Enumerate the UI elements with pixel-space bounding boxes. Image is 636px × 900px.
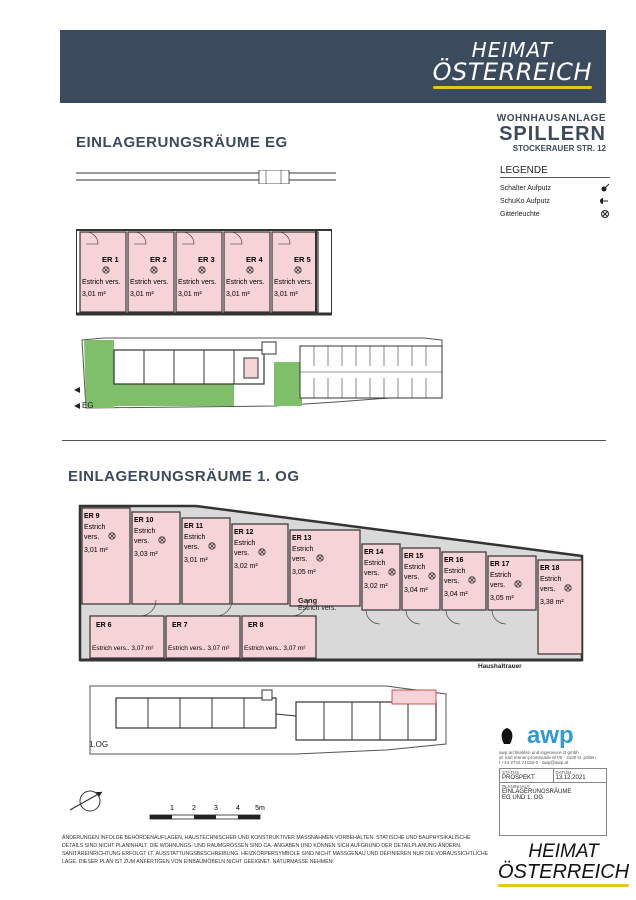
footer-logo-line2: ÖSTERREICH [498,861,630,883]
room-floor: Estrich vers. [178,279,217,286]
room-area: 3,01 m² [82,291,106,298]
stamp-plan-line1: EINLAGERUNGSRÄUME [502,789,572,795]
architect-logo-text: awp [527,722,574,749]
stamp-date [554,769,607,782]
architect-line2: dr. karl renner-promenade 8/7/0 · 3100 st. pölten [499,755,596,760]
room-name: ER 11 [184,523,204,530]
room-area: 3,05 m² [490,595,514,602]
room-area: 3,01 m² [84,547,108,554]
eg-wall-strip [76,170,336,184]
title-stamp [499,768,607,836]
room-floor-line2: vers. [234,550,250,557]
room-area: 3,01 m² [178,291,202,298]
room-name: ER 16 [444,557,464,564]
scale-tick-label: 5m [255,805,265,812]
switch-icon [600,183,610,195]
room-name: ER 3 [198,255,215,264]
room-area: 3,04 m² [404,587,428,594]
room-floor: Estrich vers. [82,279,121,286]
eg-room-plan [76,226,332,318]
room-floor-line2: vers. [84,534,100,541]
lamp-icon [600,209,610,221]
room-area: 3,02 m² [364,583,388,590]
stamp-plan-label: PLANINHALT [502,784,530,789]
room-name: ER 17 [490,561,510,568]
room-name: ER 7 [172,622,188,629]
room-floor-line2: vers. [134,538,150,545]
stamp-date-label: DATUM [555,770,572,775]
room-floor: Estrich vers. [130,279,169,286]
footer-logo-swoosh [498,884,629,887]
eg-room [176,232,222,312]
scale-tick-label: 4 [236,805,240,812]
room-name: ER 1 [102,255,119,264]
eg-site-plan [74,336,454,414]
room-text: Estrich vers.. 3,07 m² [92,645,154,652]
room-area: 3,01 m² [184,557,208,564]
scale-tick-label: 1 [170,805,174,812]
scale-tick-label: 3 [214,805,218,812]
logo-swoosh [433,86,592,89]
architect-line3: t +43 2742 74193-0 · awp@awp.at [499,760,569,765]
legend-row [500,208,610,221]
og-room [538,560,582,654]
room-floor-line2: vers. [404,574,420,581]
stamp-status [500,769,554,782]
room-area: 3,01 m² [226,291,250,298]
eg-room [272,232,318,312]
stamp-plan [500,783,606,835]
room-name: ER 10 [134,517,154,524]
room-floor-line1: Estrich [444,568,466,575]
room-text: Estrich vers.. 3,07 m² [168,645,230,652]
heimat-logo [433,40,592,89]
room-floor-line1: Estrich [84,524,106,531]
street-label: Haushaltrauer [478,663,522,670]
room-area: 3,02 m² [234,563,258,570]
eg-room [128,232,174,312]
room-name: ER 8 [248,622,264,629]
room-floor-line1: Estrich [490,572,512,579]
room-floor-line2: vers. [364,570,380,577]
room-floor-line2: vers. [490,582,506,589]
stamp-status-label: STATUS [502,770,520,775]
room-name: ER 14 [364,549,384,556]
stamp-row [500,769,606,783]
og-floor-label: 1.OG [89,740,109,749]
section-title-eg: EINLAGERUNGSRÄUME EG [76,134,288,151]
room-floor-line1: Estrich [134,528,156,535]
room-area: 3,03 m² [134,551,158,558]
heimat-logo-footer [498,842,629,887]
section-divider [62,440,606,441]
logo-line2: ÖSTERREICH [432,58,592,86]
eg-room [80,232,126,312]
og-site-plan [86,684,448,756]
stamp-status-value: PROSPEKT [502,775,535,781]
room-floor-line1: Estrich [234,540,256,547]
room-name: ER 13 [292,535,312,542]
room-name: ER 6 [96,622,112,629]
room-floor-line2: vers. [444,578,460,585]
room-area: 3,01 m² [274,291,298,298]
room-area: 3,04 m² [444,591,468,598]
og-room-plan [68,500,594,674]
room-name: ER 12 [234,529,254,536]
architect-block [499,722,606,765]
architect-line1: awp architekten und ingenieure zt gmbh [499,750,579,755]
project-address: STOCKERAUER STR. 12 [512,144,606,153]
room-area: 3,05 m² [292,569,316,576]
room-name: ER 4 [246,255,263,264]
room-text: Estrich vers.. 3,07 m² [244,645,306,652]
plan-notes: ÄNDERUNGEN INFOLGE BEHÖRDENAUFLAGEN, HAUSTECHNISCHER UND KONSTRUKTIVER MASSNAHMEN VORBEHALTEN. STATISCHE UND BAUPHYSIKALISCHE DETAILS SIND NICHT PLANINHALT. DIE WOHNUNGS- UND RAUMGRÖSSEN SIND CA.-ANGABEN UND KÖNNEN SICH AUFGRUND DER DETAILPLANUNG ÄNDERN. SANITÄREINRICHTUNG ERFOLGT LT. AUSSTATTUNGSBESCHREIBUNG. HEIZKÖRPERSYMBOLE SIND NICHT MASSGENAU UND DEFINIEREN NUR DIE VORAUSSICHTLICHE LAGE. DIESER PLAN IST ZUM ANFERTIGEN VON EINBAUMÖBELN NICHT GEEIGNET. NATURMASSE NEHMEN! [62,835,489,865]
header-banner [60,30,606,103]
og-room [232,524,288,604]
legend-row [500,182,610,195]
project-type: WOHNHAUSANLAGE [496,113,606,124]
og-room [82,508,130,604]
room-floor: Estrich vers. [226,279,265,286]
section-title-og: EINLAGERUNGSRÄUME 1. OG [68,468,300,485]
room-name: ER 18 [540,565,560,572]
room-area: 3,01 m² [130,291,154,298]
room-floor: Estrich vers. [274,279,313,286]
logo-line1: HEIMAT [471,38,553,62]
legend-label: Schalter Aufputz [500,185,551,192]
footer-logo-line1: HEIMAT [528,841,599,862]
stamp-date-value: 13.12.2021 [555,775,586,781]
stamp-plan-line2: EG UND 1. OG [502,795,544,801]
awp-mark-icon [499,727,515,745]
room-floor-line2: vers. [540,586,556,593]
room-floor-line2: vers. [184,544,200,551]
project-name: SPILLERN [499,123,606,145]
room-area: 3,38 m² [540,599,564,606]
scale-tick-label: 2 [192,805,196,812]
room-floor-line2: vers. [292,556,308,563]
room-floor-line1: Estrich [184,534,206,541]
architect-logo [499,722,606,750]
eg-floor-label: EG [82,401,94,410]
socket-icon [600,196,610,208]
corridor-label: Gang [298,596,318,605]
eg-room [224,232,270,312]
corridor-floor: Estrich vers. [298,605,337,612]
room-name: ER 15 [404,553,424,560]
scale-bar [148,800,268,824]
legend-label: SchuKo Aufputz [500,198,550,205]
legend-row [500,195,610,208]
room-name: ER 2 [150,255,167,264]
north-arrow-icon [68,788,104,816]
legend [500,165,610,221]
legend-label: Gitterleuchte [500,211,540,218]
project-title [497,113,606,153]
room-name: ER 5 [294,255,311,264]
og-room [290,530,360,606]
og-room [132,512,180,604]
og-room [182,518,230,604]
room-name: ER 9 [84,513,100,520]
room-floor-line1: Estrich [540,576,562,583]
room-floor-line1: Estrich [364,560,386,567]
legend-title: LEGENDE [500,165,610,178]
room-floor-line1: Estrich [404,564,426,571]
room-floor-line1: Estrich [292,546,314,553]
